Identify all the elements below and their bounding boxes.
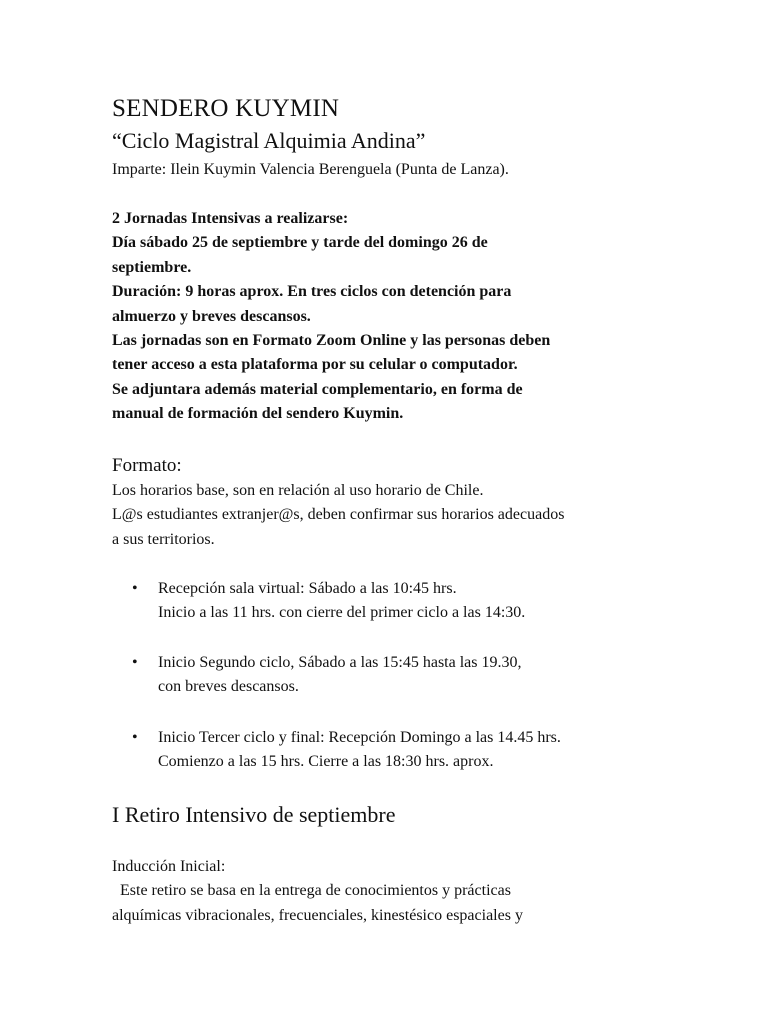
formato-line: Los horarios base, son en relación al uso horario de Chile. — [112, 482, 484, 499]
jornadas-line: Día sábado 25 de septiembre y tarde del domingo 26 de — [112, 234, 488, 252]
jornadas-line: almuerzo y breves descansos. — [112, 307, 311, 325]
induccion-paragraph — [112, 855, 652, 928]
formato-heading: Formato: — [112, 455, 182, 476]
induccion-line: Este retiro se basa en la entrega de conocimientos y prácticas — [112, 882, 511, 900]
imparte-line — [112, 158, 652, 182]
jornadas-line: tener acceso a esta plataforma por su celular o computador. — [112, 356, 518, 374]
formato-line: L@s estudiantes extranjer@s, deben confirmar sus horarios adecuados — [112, 506, 565, 524]
retiro-heading: I Retiro Intensivo de septiembre — [112, 802, 396, 827]
document-subtitle: “Ciclo Magistral Alquimia Andina” — [112, 128, 426, 153]
bullet-dot-icon: • — [132, 580, 138, 597]
jornadas-line: Duración: 9 horas aprox. En tres ciclos con detención para — [112, 283, 512, 301]
bullet-line: Comienzo a las 15 hrs. Cierre a las 18:30 hrs. aprox. — [158, 753, 494, 771]
bullet-line: Inicio Tercer ciclo y final: Recepción Domingo a las 14.45 hrs. — [158, 729, 561, 746]
bullet-dot-icon: • — [132, 654, 138, 671]
jornadas-line: Las jornadas son en Formato Zoom Online y las personas deben — [112, 332, 551, 350]
jornadas-line: manual de formación del sendero Kuymin. — [112, 405, 404, 423]
jornadas-line: 2 Jornadas Intensivas a realizarse: — [112, 210, 349, 227]
bullet-line: Recepción sala virtual: Sábado a las 10:45 hrs. — [158, 580, 457, 597]
jornadas-line: Se adjuntara además material complementario, en forma de — [112, 380, 523, 398]
document-title: SENDERO KUYMIN — [112, 95, 340, 122]
bullet-line: con breves descansos. — [158, 678, 299, 696]
induccion-line: Inducción Inicial: — [112, 858, 226, 875]
jornadas-line: septiembre. — [112, 258, 192, 276]
bullet-line: Inicio a las 11 hrs. con cierre del primer ciclo a las 14:30. — [158, 604, 526, 622]
bullet-line: Inicio Segundo ciclo, Sábado a las 15:45 hasta las 19.30, — [158, 654, 522, 671]
formato-line: a sus territorios. — [112, 530, 215, 548]
induccion-line: alquímicas vibracionales, frecuenciales, kinestésico espaciales y — [112, 906, 523, 924]
formato-paragraph — [112, 479, 652, 552]
jornadas-paragraph — [112, 207, 652, 427]
imparte-text: Imparte: Ilein Kuymin Valencia Berenguela (Punta de Lanza). — [112, 161, 509, 178]
bullet-dot-icon: • — [132, 729, 138, 746]
